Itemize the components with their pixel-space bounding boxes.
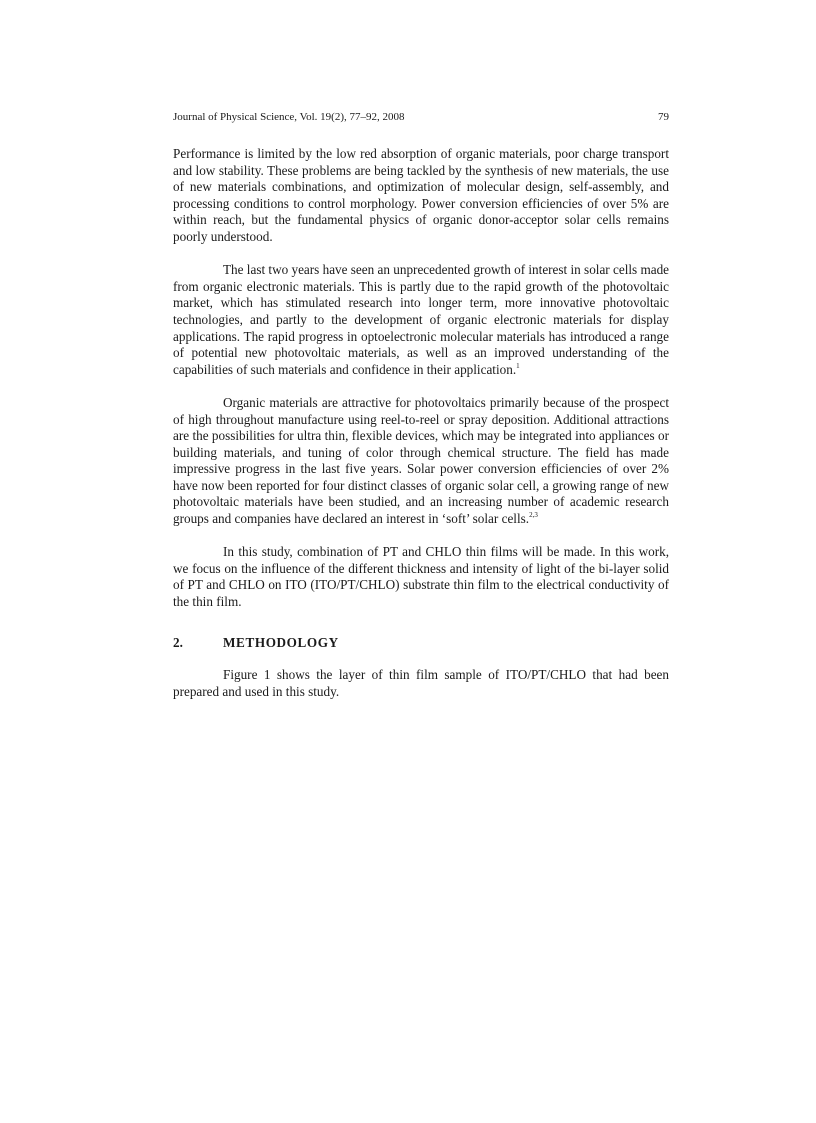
section-heading-methodology bbox=[173, 635, 669, 652]
section-title: METHODOLOGY bbox=[223, 634, 339, 650]
paragraph-text: Performance is limited by the low red absorption of organic materials, poor charge transport and low stability. These problems are being tackled by the synthesis of new materials, the use of new materials combinations, and optimization of molecular design, self-assembly, and processing conditions to control morphology. Power conversion efficiencies of over 5% are within reach, but the fundamental physics of organic donor-acceptor solar cells remains poorly understood. bbox=[173, 146, 669, 244]
paragraph-organic-attractions bbox=[173, 395, 669, 528]
section-number: 2. bbox=[173, 634, 183, 650]
paragraph-growth-of-interest bbox=[173, 262, 669, 378]
article-body bbox=[173, 146, 669, 700]
paragraph-text: Figure 1 shows the layer of thin film sample of ITO/PT/CHLO that had been prepared and used in this study. bbox=[173, 667, 669, 699]
journal-citation: Journal of Physical Science, Vol. 19(2), 77–92, 2008 bbox=[173, 111, 405, 123]
page-number: 79 bbox=[658, 111, 669, 123]
paragraph-intro-continued bbox=[173, 146, 669, 246]
paragraph-text: The last two years have seen an unprecedented growth of interest in solar cells made from organic electronic materials. This is partly due to the rapid growth of the photovoltaic market, which has stimulated research into longer term, more innovative photovoltaic technologies, and partly to the development of organic electronic materials for display applications. The rapid progress in optoelectronic molecular materials has introduced a range of potential new photovoltaic materials, as well as an improved understanding of the capabilities of such materials and confidence in their application. bbox=[173, 262, 670, 377]
paragraph-text: In this study, combination of PT and CHLO thin films will be made. In this work, we focus on the influence of the different thickness and intensity of light of the bi-layer solid of PT and CHLO on ITO (ITO/PT/CHLO) substrate thin film to the electrical conductivity of the thin film. bbox=[173, 544, 669, 610]
reference-marker: 2,3 bbox=[529, 511, 538, 520]
paragraph-study-focus bbox=[173, 544, 669, 610]
paragraph-text: Organic materials are attractive for photovoltaics primarily because of the prospect of high throughout manufacture using reel-to-reel or spray deposition. Additional attractions are the possibilities for ultra thin, flexible devices, which may be integrated into appliances or building materials, and tuning of color through chemical structure. The field has made impressive progress in the last five years. Solar power conversion efficiencies of over 2% have now been reported for four distinct classes of organic solar cell, a growing range of new photovoltaic materials have been studied, and an increasing number of academic research groups and companies have declared an interest in ‘soft’ solar cells. bbox=[173, 394, 669, 527]
paragraph-methodology bbox=[173, 667, 669, 700]
reference-marker: 1 bbox=[516, 361, 520, 370]
